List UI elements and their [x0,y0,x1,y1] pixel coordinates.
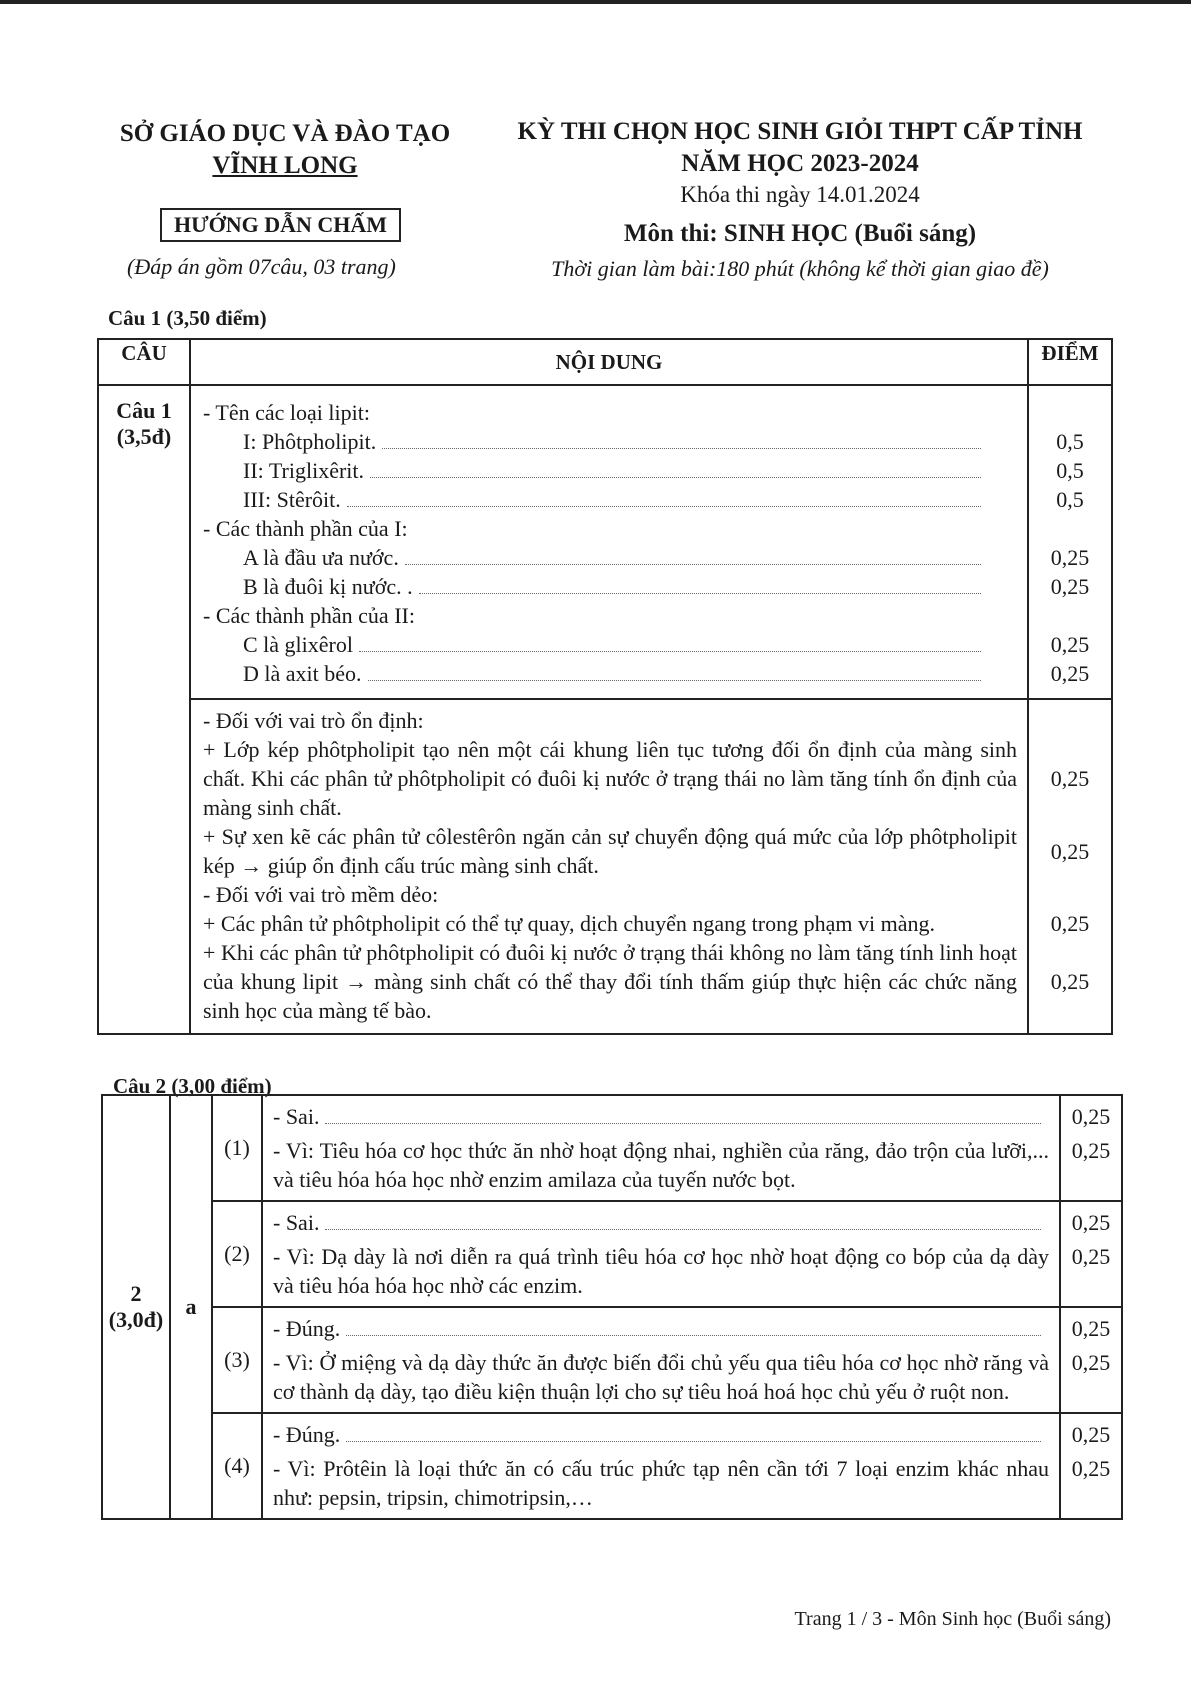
line-points [1030,601,1110,630]
lipid-line [203,398,987,427]
dot-leader [405,564,981,565]
verdict-text: - Sai. [273,1210,320,1235]
line-points: 0,25 [1050,661,1090,686]
verdict-text: - Đúng. [273,1316,341,1341]
q2-title: Câu 2 (3,00 điểm) [113,1074,272,1098]
verdict-points: 0,25 [1060,1307,1122,1344]
verdict-cell [262,1095,1060,1132]
lipid-line-text: - Tên các loại lipit: [203,400,370,425]
dept-line2: VĨNH LONG [212,152,358,179]
membrane-role-line: + Sự xen kẽ các phân tử côlestêrôn ngăn cản sự chuyển động quá mức của lớp phôtpholipit kép → giúp ổn định cấu trúc màng sinh chất. [203,824,1017,878]
verdict-cell [262,1201,1060,1238]
lipid-line-text: I: Phôtpholipit. [243,429,377,454]
verdict-text: - Sai. [273,1104,320,1129]
membrane-role-line: - Đối với vai trò mềm dẻo: [203,882,439,907]
q2-cau-cell [102,1095,170,1519]
membrane-role-line: + Các phân tử phôtpholipit có thể tự quay, dịch chuyển ngang trong phạm vi màng. [203,911,935,936]
lipid-line [203,659,987,688]
item-number: (2) [212,1201,262,1307]
dot-leader [368,680,981,681]
reason-text: - Vì: Tiêu hóa cơ học thức ăn nhờ hoạt động nhai, nghiền của răng, đảo trộn của lưỡi,... và tiêu hóa hóa học nhờ enzim amilaza của tuyến nước bọt. [262,1132,1060,1201]
item-number: (4) [212,1413,262,1519]
col-content: NỘI DUNG [190,339,1028,385]
line-points: 0,25 [1050,838,1090,864]
lipid-line-text: - Các thành phần của I: [203,516,408,541]
reason-points: 0,25 [1060,1450,1122,1519]
line-points [1030,514,1110,543]
exam-line2: NĂM HỌC 2023-2024 [681,150,919,177]
exam-date: Khóa thi ngày 14.01.2024 [680,182,920,207]
lipid-line [203,572,987,601]
lipid-line [203,630,987,659]
membrane-role-line: - Đối với vai trò ổn định: [203,708,424,733]
q2-table [101,1094,1123,1520]
col-cau: CÂU [98,339,190,385]
verdict-points: 0,25 [1060,1095,1122,1132]
line-points: 0,25 [1050,545,1090,570]
dot-leader [346,1335,1041,1336]
reason-points: 0,25 [1060,1344,1122,1413]
line-points: 0,25 [1050,574,1090,599]
reason-text: - Vì: Dạ dày là nơi diễn ra quá trình tiêu hóa cơ học nhờ hoạt động co bóp của dạ dày và tiêu hóa hóa học nhờ các enzim. [262,1238,1060,1307]
lipid-line-text: III: Stêrôit. [243,487,341,512]
dot-leader [382,448,981,449]
reason-text: - Vì: Prôtêin là loại thức ăn có cấu trúc phức tạp nên cần tới 7 loại enzim khác nhau như: pepsin, tripsin, chimotripsin,… [262,1450,1060,1519]
q1-part1-content [190,385,1028,699]
lipid-line [203,456,987,485]
lipid-line [203,601,987,630]
line-points [1030,398,1110,427]
answer-key-label: HƯỚNG DẪN CHẤM [160,208,401,242]
header-right [490,116,1110,282]
q1-part2-points [1028,699,1112,1034]
line-points [1030,706,1110,735]
lipid-line [203,427,987,456]
q1-title: Câu 1 (3,50 điểm) [108,306,267,330]
dot-leader [346,1441,1041,1442]
membrane-role-line: + Khi các phân tử phôtpholipit có đuôi kị nước ở trạng thái không no làm tăng tính linh hoạt của khung lipit → màng sinh chất có thể thay đổi tính thấm giúp thực hiện các chức năng sinh học của màng tế bào. [203,940,1017,1023]
q2-cau-label: 2 [130,1281,142,1306]
lipid-line-text: - Các thành phần của II: [203,603,415,628]
line-points: 0,25 [1050,766,1090,791]
verdict-points: 0,25 [1060,1201,1122,1238]
exam-line1: KỲ THI CHỌN HỌC SINH GIỎI THPT CẤP TỈNH [517,118,1083,145]
page-footer: Trang 1 / 3 - Môn Sinh học (Buổi sáng) [794,1608,1111,1630]
header-left [105,118,465,182]
verdict-cell [262,1307,1060,1344]
membrane-role-line: + Lớp kép phôtpholipit tạo nên một cái khung liên tục tương đối ổn định của màng sinh chất. Khi các phân tử phôtpholipit có đuôi kị nước ở trạng thái no làm tăng tính ổn định của màng sinh chất. [203,737,1017,820]
lipid-line [203,543,987,572]
dot-leader [359,651,981,652]
verdict-points: 0,25 [1060,1413,1122,1450]
dept-line1: SỞ GIÁO DỤC VÀ ĐÀO TẠO [119,120,451,147]
q1-part1-points [1028,385,1112,699]
line-points [1030,880,1110,909]
reason-points: 0,25 [1060,1132,1122,1201]
lipid-line [203,514,987,543]
q2-cau-points: (3,0đ) [108,1307,164,1332]
q1-table [97,338,1113,1035]
line-points: 0,5 [1056,458,1084,483]
dot-leader [370,477,981,478]
item-number: (1) [212,1095,262,1201]
verdict-cell [262,1413,1060,1450]
lipid-line-text: A là đầu ưa nước. [243,545,399,570]
col-points: ĐIỂM [1028,339,1112,385]
reason-points: 0,25 [1060,1238,1122,1307]
line-points: 0,25 [1050,632,1090,657]
subject: Môn thi: SINH HỌC (Buổi sáng) [623,220,977,247]
line-points: 0,5 [1056,487,1084,512]
item-number: (3) [212,1307,262,1413]
lipid-line-text: D là axit béo. [243,661,362,686]
q1-cau-points: (3,5đ) [116,424,172,449]
q1-part2-content [190,699,1028,1034]
top-border [0,0,1191,4]
verdict-text: - Đúng. [273,1422,341,1447]
q2-part-label: a [170,1095,212,1519]
lipid-line [203,485,987,514]
answer-note: (Đáp án gồm 07câu, 03 trang) [127,254,396,279]
reason-text: - Vì: Ở miệng và dạ dày thức ăn được biến đổi chủ yếu qua tiêu hóa cơ học nhờ răng và cơ thành dạ dày, tạo điều kiện thuận lợi cho sự tiêu hoá hoá học chủ yếu ở ruột non. [262,1344,1060,1413]
lipid-line-text: II: Triglixêrit. [243,458,365,483]
line-points: 0,25 [1050,911,1090,936]
q1-cau-cell [98,385,190,1034]
duration: Thời gian làm bài:180 phút (không kể thời gian giao đề) [551,256,1049,281]
line-points: 0,5 [1056,429,1084,454]
lipid-line-text: C là glixêrol [243,632,353,657]
q1-cau-label: Câu 1 [116,398,172,423]
line-points: 0,25 [1050,969,1090,994]
dot-leader [347,506,981,507]
dot-leader [325,1123,1041,1124]
dot-leader [325,1229,1041,1230]
dot-leader [419,593,981,594]
lipid-line-text: B là đuôi kị nước. . [243,574,413,599]
